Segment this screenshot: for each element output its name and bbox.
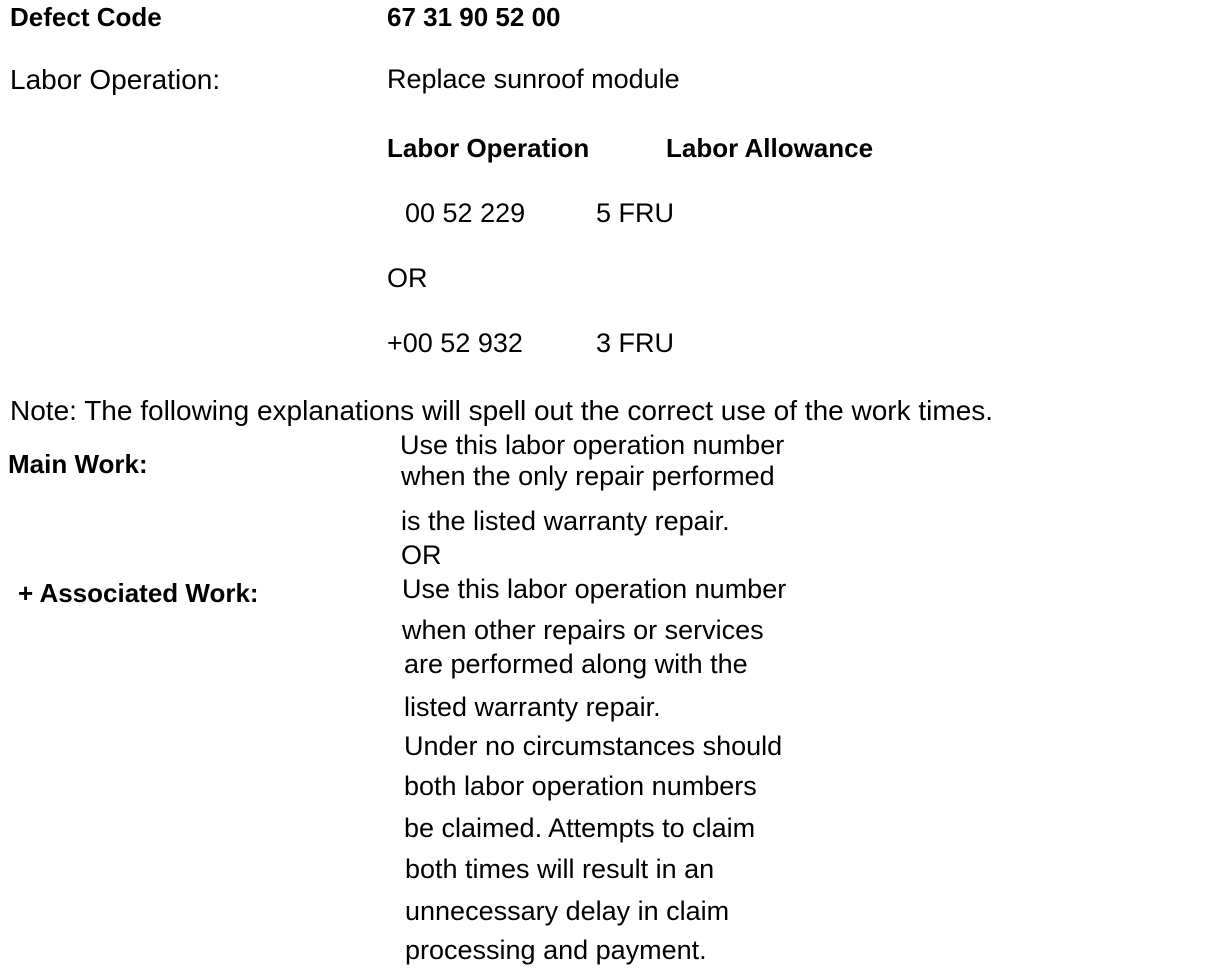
labor-operation-number: +00 52 932 — [387, 328, 523, 358]
labor-operation-label: Labor Operation: — [10, 64, 221, 95]
associated-work-line: be claimed. Attempts to claim — [404, 813, 756, 843]
associated-work-line: Use this labor operation number — [402, 574, 787, 604]
associated-work-line: listed warranty repair. — [404, 692, 661, 722]
associated-work-line: both times will result in an — [405, 854, 715, 884]
note-text: Note: The following explanations will spell out the correct use of the work times. — [10, 395, 994, 426]
associated-work-line: Under no circumstances should — [404, 731, 783, 761]
labor-operation-value: Replace sunroof module — [387, 64, 680, 94]
main-work-line: Use this labor operation number — [400, 430, 785, 460]
main-work-label: Main Work: — [8, 449, 148, 479]
defect-code-value: 67 31 90 52 00 — [387, 2, 561, 32]
associated-work-line: both labor operation numbers — [404, 771, 757, 801]
labor-allowance-value: 3 FRU — [596, 328, 675, 358]
or-text: OR — [387, 263, 428, 293]
associated-work-line: processing and payment. — [405, 935, 707, 965]
main-work-line: when the only repair performed — [401, 461, 775, 491]
main-work-line: is the listed warranty repair. — [401, 506, 730, 536]
labor-allowance-column-header: Labor Allowance — [666, 133, 874, 163]
or-text: OR — [401, 540, 442, 570]
associated-work-line: unnecessary delay in claim — [405, 896, 730, 926]
labor-operation-column-header: Labor Operation — [387, 133, 590, 163]
labor-operation-number: 00 52 229 — [405, 198, 526, 228]
labor-allowance-value: 5 FRU — [596, 198, 675, 228]
defect-code-label: Defect Code — [10, 2, 162, 32]
associated-work-line: are performed along with the — [404, 649, 748, 679]
associated-work-line: when other repairs or services — [402, 615, 764, 645]
associated-work-label: + Associated Work: — [18, 578, 259, 608]
